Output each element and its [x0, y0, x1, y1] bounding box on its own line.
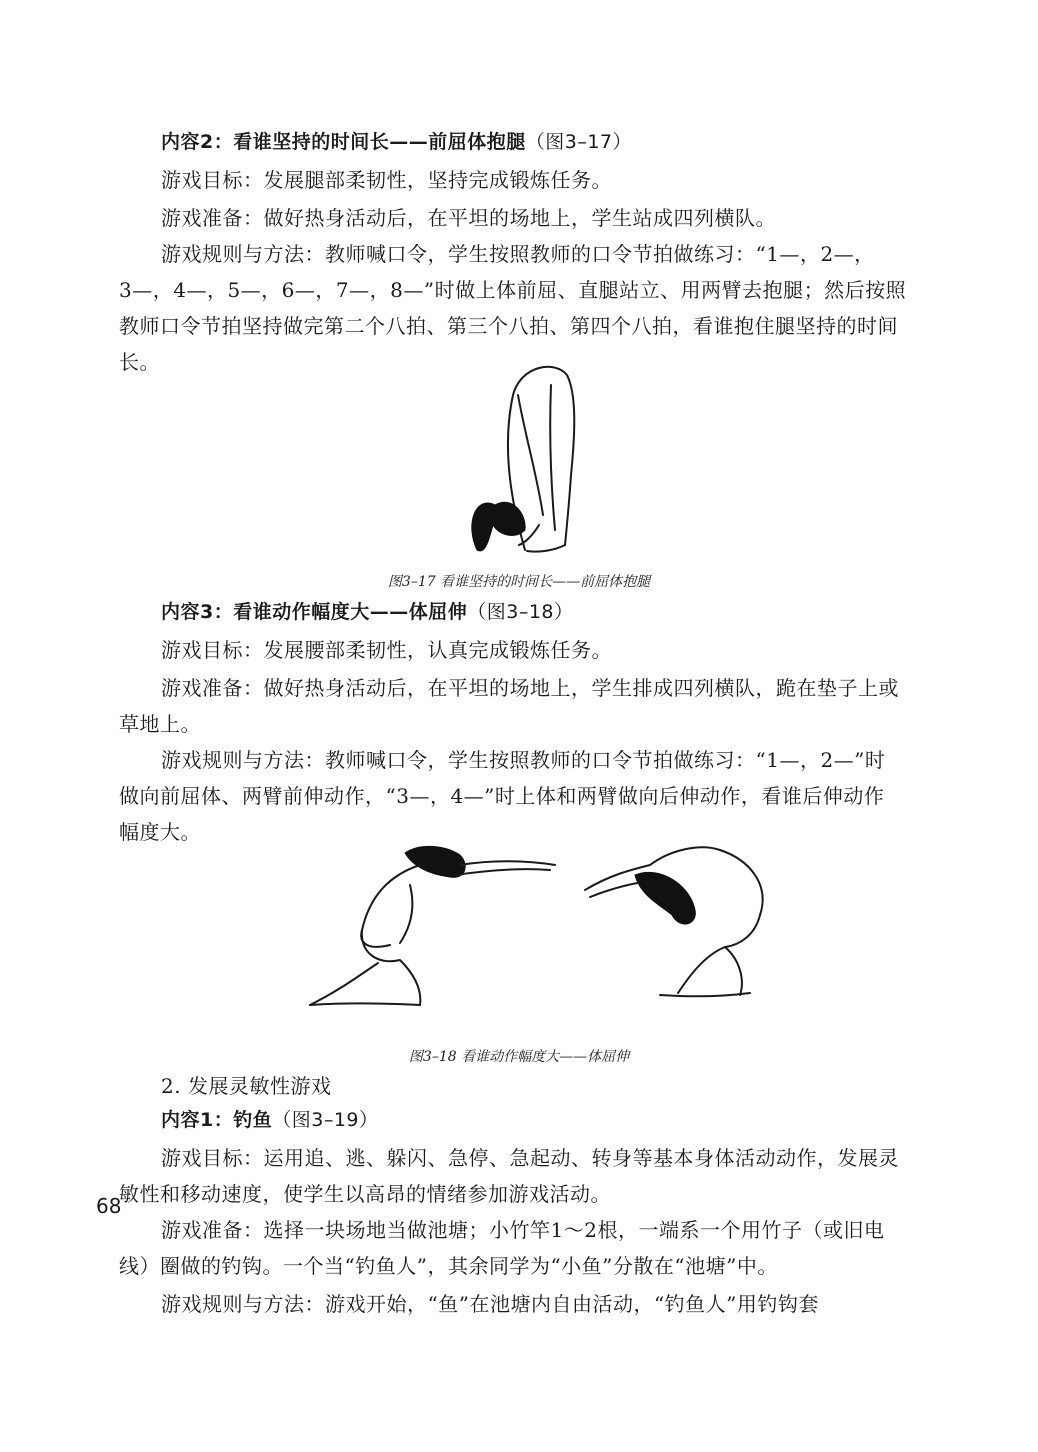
- rules-line: 3—，4—，5—，6—，7—，8—”时做上体前屈、直腿站立、用两臂去抱腿；然后按照: [119, 278, 907, 302]
- section-heading: [161, 598, 939, 626]
- figure-kneeling-stretch-illustration: [300, 835, 770, 1015]
- game-goal: 游戏目标：运用追、逃、躲闪、急停、急起动、转身等基本身体活动动作，发展灵: [161, 1146, 899, 1170]
- game-goal: 游戏目标：发展腿部柔韧性，坚持完成锻炼任务。: [161, 168, 612, 192]
- figure-caption: 图3–18 看谁动作幅度大——体屈伸: [408, 1049, 630, 1065]
- figure-ref: （图3–19）: [272, 1109, 379, 1131]
- game-goal: 敏性和移动速度，使学生以高昂的情绪参加游戏活动。: [119, 1182, 611, 1206]
- section-heading: [161, 1106, 939, 1134]
- game-prep: 线）圈做的钓钩。一个当“钓鱼人”，其余同学为“小鱼”分散在“池塘”中。: [119, 1254, 778, 1278]
- game-prep: 游戏准备：做好热身活动后，在平坦的场地上，学生排成四列横队，跪在垫子上或: [161, 676, 899, 700]
- figure-ref: （图3–18）: [467, 601, 574, 623]
- figure-caption: 图3–17 看谁坚持的时间长——前屈体抱腿: [387, 574, 651, 590]
- heading-title: 内容3：看谁动作幅度大——体屈伸: [161, 601, 468, 623]
- rules-line: 幅度大。: [119, 820, 201, 844]
- game-prep: 游戏准备：选择一块场地当做池塘；小竹竿1～2根，一端系一个用竹子（或旧电: [161, 1218, 885, 1242]
- game-goal: 游戏目标：发展腰部柔韧性，认真完成锻炼任务。: [161, 638, 612, 662]
- figure-ref: （图3–17）: [525, 131, 632, 153]
- section-title: 2. 发展灵敏性游戏: [161, 1074, 332, 1098]
- heading-title: 内容1：钓鱼: [161, 1109, 273, 1131]
- rules-line: 游戏规则与方法：教师喊口令，学生按照教师的口令节拍做练习：“1—，2—，: [161, 242, 875, 266]
- rules-line: 游戏规则与方法：教师喊口令，学生按照教师的口令节拍做练习：“1—，2—”时: [161, 748, 886, 772]
- rules-line: 长。: [119, 350, 160, 374]
- page-number: 68: [96, 1194, 122, 1218]
- figure-forward-bend-illustration: [455, 355, 595, 560]
- game-prep: 游戏准备：做好热身活动后，在平坦的场地上，学生站成四列横队。: [161, 206, 776, 230]
- section-heading: [161, 128, 939, 156]
- heading-title: 内容2：看谁坚持的时间长——前屈体抱腿: [161, 131, 526, 153]
- game-prep: 草地上。: [119, 712, 201, 736]
- rules-line: 教师口令节拍坚持做完第二个八拍、第三个八拍、第四个八拍，看谁抱住腿坚持的时间: [119, 314, 898, 338]
- rules-line: 做向前屈体、两臂前伸动作，“3—，4—”时上体和两臂做向后伸动作，看谁后伸动作: [119, 784, 885, 808]
- rules-line: 游戏规则与方法：游戏开始，“鱼”在池塘内自由活动，“钓鱼人”用钓钩套: [161, 1292, 819, 1316]
